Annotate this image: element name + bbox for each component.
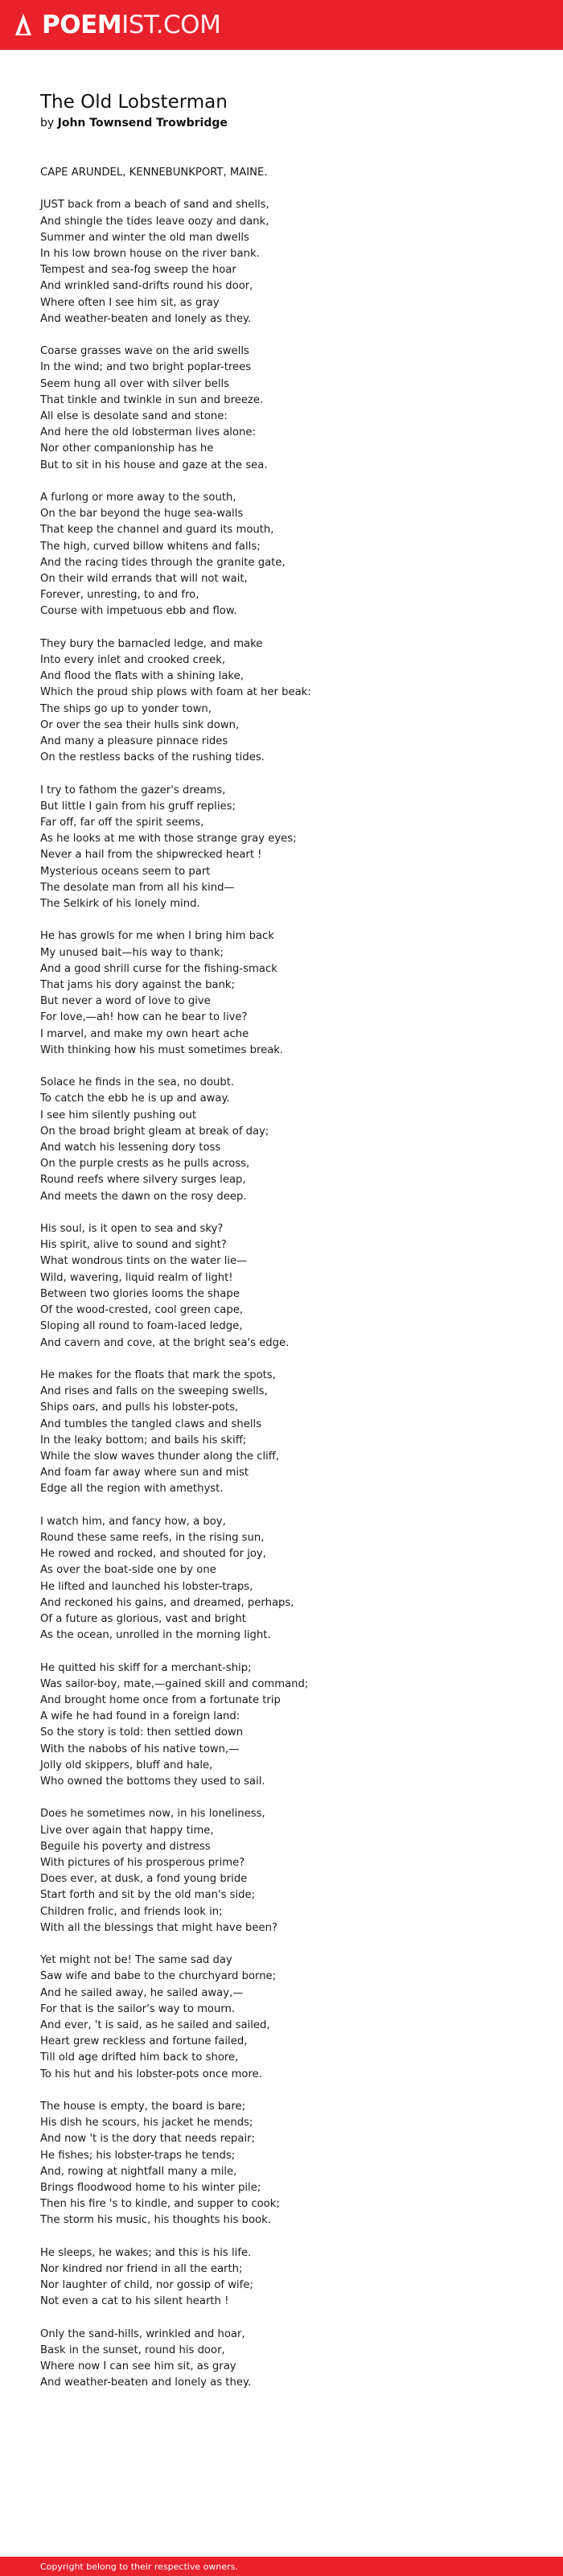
poem-line: Was sailor-boy, mate,—gained skill and command; (40, 1677, 309, 1690)
poem-line: Forever, unresting, to and fro, (40, 589, 199, 602)
poem-line: And reckoned his gains, and dreamed, perhaps, (40, 1596, 294, 1609)
poem-line: Does ever, at dusk, a fond young bride (40, 1873, 248, 1886)
poem-stanza (40, 2327, 523, 2392)
poem-line: Seem hung all over with silver bells (40, 377, 230, 390)
site-logo[interactable] (14, 10, 221, 39)
poem-line: And rises and falls on the sweeping swells, (40, 1385, 268, 1398)
poem-line: Tempest and sea-fog sweep the hoar (40, 264, 236, 277)
poem-line: And ever, 't is said, as he sailed and sailed, (40, 2018, 270, 2031)
poem-author[interactable]: John Townsend Trowbridge (57, 117, 228, 130)
poem-line: Till old age drifted him back to shore, (40, 2051, 239, 2064)
poem-line: Does he sometimes now, in his loneliness, (40, 1808, 265, 1821)
poem-line: To his hut and his lobster-pots once more. (40, 2068, 262, 2080)
poem-stanza (40, 2245, 523, 2311)
copyright-notice: Copyright belong to their respective owners. (40, 2561, 238, 2572)
poem-line: Mysterious oceans seem to part (40, 865, 211, 878)
poem-line: I try to fathom the gazer's dreams, (40, 784, 226, 796)
poem-line: The high, curved billow whitens and falls; (40, 540, 261, 553)
poem-stanza (40, 165, 523, 181)
poem-line: Heart grew reckless and fortune failed, (40, 2035, 248, 2048)
poem-line: I see him silently pushing out (40, 1109, 197, 1121)
poem-line: His soul, is it open to sea and sky? (40, 1223, 224, 1236)
poem-line: JUST back from a beach of sand and shells, (40, 199, 269, 212)
poem-byline (40, 115, 523, 131)
poem-line: Brings floodwood home to his winter pile; (40, 2181, 261, 2194)
poem-line: As he looks at me with those strange gray eyes; (40, 833, 297, 846)
poem-line: Solace he finds in the sea, no doubt. (40, 1076, 235, 1089)
poem-line: And meets the dawn on the rosy deep. (40, 1190, 247, 1203)
poem-line: Round these same reefs, in the rising sun, (40, 1531, 265, 1544)
poem-line: The desolate man from all his kind— (40, 881, 235, 894)
poem-line: On their wild errands that will not wait, (40, 573, 248, 586)
poem-stanza (40, 1368, 523, 1498)
poem-line: He makes for the floats that mark the spots, (40, 1368, 276, 1381)
poem-line: On the broad bright gleam at break of day; (40, 1125, 269, 1138)
poem-line: Round reefs where silvery surges leap, (40, 1174, 246, 1187)
poem-line: And a good shrill curse for the fishing-smack (40, 962, 277, 975)
poem-line: In his low brown house on the river bank. (40, 248, 260, 260)
poem-line: And tumbles the tangled claws and shells (40, 1418, 262, 1430)
poem-line: He fishes; his lobster-traps he tends; (40, 2149, 236, 2162)
poem-line: CAPE ARUNDEL, KENNEBUNKPORT, MAINE. (40, 167, 268, 179)
poem-line: Never a hail from the shipwrecked heart ! (40, 849, 262, 862)
poem-line: That jams his dory against the bank; (40, 979, 235, 992)
poem-line: Coarse grasses wave on the arid swells (40, 345, 249, 358)
poem-line: And the racing tides through the granite gate, (40, 556, 286, 569)
poem-line: Of a future as glorious, vast and bright (40, 1612, 246, 1625)
poem-line: Live over again that happy time, (40, 1824, 214, 1837)
poem-line: Nor laughter of child, nor gossip of wife; (40, 2279, 253, 2292)
logo-bold: POEM (42, 10, 122, 39)
poem-line: And here the old lobsterman lives alone: (40, 426, 256, 439)
poem-line: And cavern and cove, at the bright sea's edge. (40, 1336, 290, 1349)
poem-line: And he sailed away, he sailed away,— (40, 1986, 244, 1999)
poem-line: And weather-beaten and lonely as they. (40, 2376, 252, 2389)
poem-line: With pictures of his prosperous prime? (40, 1856, 245, 1869)
poem-line: But never a word of love to give (40, 995, 211, 1008)
poem-line: He sleeps, he wakes; and this is his life. (40, 2246, 252, 2259)
poem-line: Children frolic, and friends look in; (40, 1905, 223, 1918)
poem-stanza (40, 636, 523, 767)
poem-line: His dish he scours, his jacket he mends; (40, 2117, 253, 2130)
poem-line: But to sit in his house and gaze at the sea. (40, 459, 268, 471)
poem-line: And now 't is the dory that needs repair; (40, 2133, 255, 2146)
poem-line: The ships go up to yonder town, (40, 702, 212, 715)
poem-article (40, 90, 523, 2408)
poem-line: In the leaky bottom; and bails his skiff; (40, 1434, 247, 1446)
poem-line: That keep the channel and guard its mouth, (40, 524, 274, 537)
poem-line: While the slow waves thunder along the cliff, (40, 1450, 280, 1463)
site-footer (0, 2557, 563, 2576)
poem-title: The Old Lobsterman (40, 92, 228, 113)
poem-stanza (40, 1806, 523, 1936)
poem-stanza (40, 2099, 523, 2229)
poem-line: And many a pleasure pinnace rides (40, 735, 228, 748)
poem-line: And watch his lessening dory toss (40, 1142, 221, 1154)
poem-stanza (40, 783, 523, 913)
poem-line: All else is desolate sand and stone: (40, 410, 228, 423)
poem-line: And weather-beaten and lonely as they. (40, 312, 252, 325)
poem-line: Edge all the region with amethyst. (40, 1483, 224, 1496)
poem-line: Only the sand-hills, wrinkled and hoar, (40, 2327, 245, 2340)
poem-line: Course with impetuous ebb and flow. (40, 605, 237, 618)
poem-line: Who owned the bottoms they used to sail. (40, 1775, 265, 1788)
poem-line: His spirit, alive to sound and sight? (40, 1239, 227, 1252)
poem-line: As over the boat-side one by one (40, 1564, 216, 1577)
poem-line: For that is the sailor's way to mourn. (40, 2002, 236, 2015)
poem-stanza (40, 197, 523, 327)
poem-line: For love,—ah! how can he bear to live? (40, 1011, 248, 1024)
poem-line: And wrinkled sand-drifts round his door, (40, 280, 253, 293)
poem-line: Not even a cat to his silent hearth ! (40, 2295, 229, 2308)
poem-line: And brought home once from a fortunate trip (40, 1693, 281, 1706)
poem-line: The house is empty, the board is bare; (40, 2100, 246, 2113)
poem-line: And foam far away where sun and mist (40, 1467, 249, 1479)
poem-stanza (40, 1221, 523, 1352)
poem-line: With the nabobs of his native town,— (40, 1743, 240, 1755)
poem-line: On the purple crests as he pulls across, (40, 1158, 250, 1171)
poem-line: Saw wife and babe to the churchyard borne; (40, 1970, 277, 1983)
poem-line: Jolly old skippers, bluff and hale, (40, 1759, 213, 1772)
poem-line: The storm his music, his thoughts his book. (40, 2214, 271, 2227)
byline-prefix: by (40, 117, 55, 130)
logo-light: IST.COM (121, 10, 221, 39)
poem-line: I marvel, and make my own heart ache (40, 1027, 249, 1040)
logo-text (42, 10, 221, 39)
poem-line: So the story is told: then settled down (40, 1726, 244, 1739)
poem-line: Between two glories looms the shape (40, 1287, 240, 1300)
poem-line: Bask in the sunset, round his door, (40, 2344, 225, 2356)
poem-stanza (40, 1660, 523, 1791)
poem-line: They bury the barnacled ledge, and make (40, 637, 263, 650)
poem-line: He has growls for me when I bring him back (40, 930, 274, 943)
poem-line: And, rowing at nightfall many a mile, (40, 2165, 237, 2178)
poem-line: Where often I see him sit, as gray (40, 296, 220, 309)
poem-stanza (40, 344, 523, 474)
poem-line: Start forth and sit by the old man's side; (40, 1889, 256, 1902)
poem-line: As the ocean, unrolled in the morning light. (40, 1629, 271, 1642)
poem-line: Nor kindred nor friend in all the earth; (40, 2262, 243, 2275)
poem-stanza (40, 1075, 523, 1205)
poem-line: Into every inlet and crooked creek, (40, 654, 226, 667)
poem-stanza (40, 928, 523, 1059)
poem-line: Where now I can see him sit, as gray (40, 2360, 236, 2373)
poem-line: That tinkle and twinkle in sun and breeze. (40, 393, 264, 406)
poem-line: Nor other companionship has he (40, 442, 214, 455)
poem-line: He lifted and launched his lobster-traps, (40, 1580, 253, 1593)
site-header (0, 0, 563, 50)
poem-stanza (40, 1514, 523, 1644)
poemist-logo-icon (14, 13, 32, 37)
poem-line: Summer and winter the old man dwells (40, 231, 249, 244)
poem-line: Sloping all round to foam-laced ledge, (40, 1320, 243, 1333)
poem-line: Yet might not be! The same sad day (40, 1954, 232, 1967)
poem-line: He quitted his skiff for a merchant-ship; (40, 1661, 252, 1674)
poem-line: A wife he had found in a foreign land: (40, 1710, 240, 1723)
poem-line: He rowed and rocked, and shouted for joy, (40, 1548, 266, 1561)
poem-line: On the restless backs of the rushing tides. (40, 751, 265, 764)
poem-line: Far off, far off the spirit seems, (40, 817, 204, 829)
poem-line: My unused bait—his way to thank; (40, 946, 224, 959)
poem-line: Ships oars, and pulls his lobster-pots, (40, 1401, 239, 1414)
poem-line: And flood the flats with a shining lake, (40, 670, 244, 683)
poem-line: Then his fire 's to kindle, and supper to cook; (40, 2198, 280, 2211)
poem-line: With all the blessings that might have been? (40, 1921, 277, 1934)
poem-body (40, 165, 523, 2392)
poem-line: Or over the sea their hulls sink down, (40, 718, 240, 731)
poem-line: A furlong or more away to the south, (40, 492, 236, 504)
poem-stanza (40, 490, 523, 620)
poem-line: What wondrous tints on the water lie— (40, 1255, 248, 1268)
poem-line: Beguile his poverty and distress (40, 1840, 211, 1853)
poem-stanza (40, 1953, 523, 2083)
poem-line: The Selkirk of his lonely mind. (40, 898, 200, 911)
poem-line: Wild, wavering, liquid realm of light! (40, 1271, 233, 1284)
poem-line: Of the wood-crested, cool green cape, (40, 1304, 244, 1317)
poem-line: But little I gain from his gruff replies; (40, 800, 236, 813)
poem-line: To catch the ebb he is up and away. (40, 1093, 230, 1105)
poem-line: With thinking how his must sometimes break. (40, 1043, 284, 1056)
poem-line: On the bar beyond the huge sea-walls (40, 508, 244, 521)
poem-line: I watch him, and fancy how, a boy, (40, 1515, 226, 1528)
poem-line: In the wind; and two bright poplar-trees (40, 361, 252, 374)
poem-line: And shingle the tides leave oozy and dank, (40, 215, 269, 228)
poem-line: Which the proud ship plows with foam at her beak: (40, 686, 311, 699)
